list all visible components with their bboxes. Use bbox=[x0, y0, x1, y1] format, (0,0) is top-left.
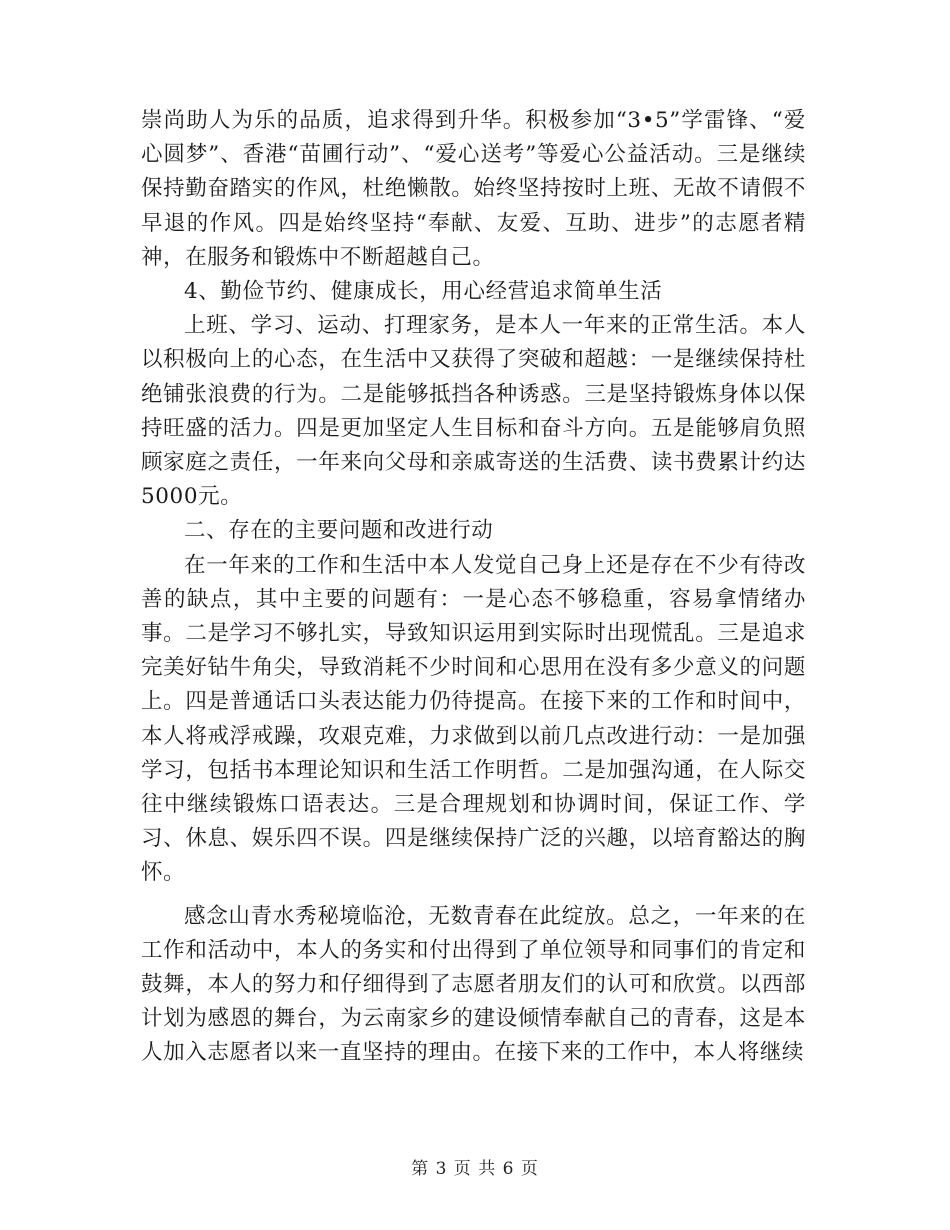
page-number-footer: 第 3 页 共 6 页 bbox=[411, 1159, 539, 1179]
paragraph-daily-life: 上班、学习、运动、打理家务，是本人一年来的正常生活。本人以积极向上的心态，在生活中又获得了突破和超越：一是继续保持杜绝铺张浪费的行为。二是能够抵挡各种诱惑。三是坚持锻炼身体以保持旺盛的活力。四是更加坚定人生目标和奋斗方向。五是能够肩负照顾家庭之责任，一年来向父母和亲戚寄送的生活费、读书费累计约达5000元。 bbox=[141, 313, 806, 510]
section-heading-problems: 二、存在的主要问题和改进行动 bbox=[184, 518, 494, 544]
document-page bbox=[141, 104, 806, 1071]
paragraph-volunteer-spirit: 崇尚助人为乐的品质，追求得到升华。积极参加“3•5”学雷锋、“爱心圆梦”、香港“苗圃行动”、“爱心送考”等爱心公益活动。三是继续保持勤奋踏实的作风，杜绝懒散。始终坚持按时上班、无故不请假不早退的作风。四是始终坚持“奉献、友爱、互助、进步”的志愿者精神，在服务和锻炼中不断超越自己。 bbox=[141, 108, 806, 270]
paragraph-conclusion: 感念山青水秀秘境临沧，无数青春在此绽放。总之，一年来的在工作和活动中，本人的务实和付出得到了单位领导和同事们的肯定和鼓舞，本人的努力和仔细得到了志愿者朋友们的认可和欣赏。以西部计划为感恩的舞台，为云南家乡的建设倾情奉献自己的青春，这是本人加入志愿者以来一直坚持的理由。在接下来的工作中，本人将继续 bbox=[141, 903, 806, 1066]
paragraph-problems-improvements: 在一年来的工作和生活中本人发觉自己身上还是存在不少有待改善的缺点，其中主要的问题有：一是心态不够稳重，容易拿情绪办事。二是学习不够扎实，导致知识运用到实际时出现慌乱。三是追求完美好钻牛角尖，导致消耗不少时间和心思用在没有多少意义的问题上。四是普通话口头表达能力仍待提高。在接下来的工作和时间中，本人将戒浮戒躁，攻艰克难，力求做到以前几点改进行动：一是加强学习，包括书本理论知识和生活工作明哲。二是加强沟通，在人际交往中继续锻炼口语表达。三是合理规划和协调时间，保证工作、学习、休息、娱乐四不误。四是继续保持广泛的兴趣，以培育豁达的胸怀。 bbox=[141, 552, 806, 886]
section-heading-frugal-life: 4、勤俭节约、健康成长，用心经营追求简单生活 bbox=[184, 279, 663, 305]
